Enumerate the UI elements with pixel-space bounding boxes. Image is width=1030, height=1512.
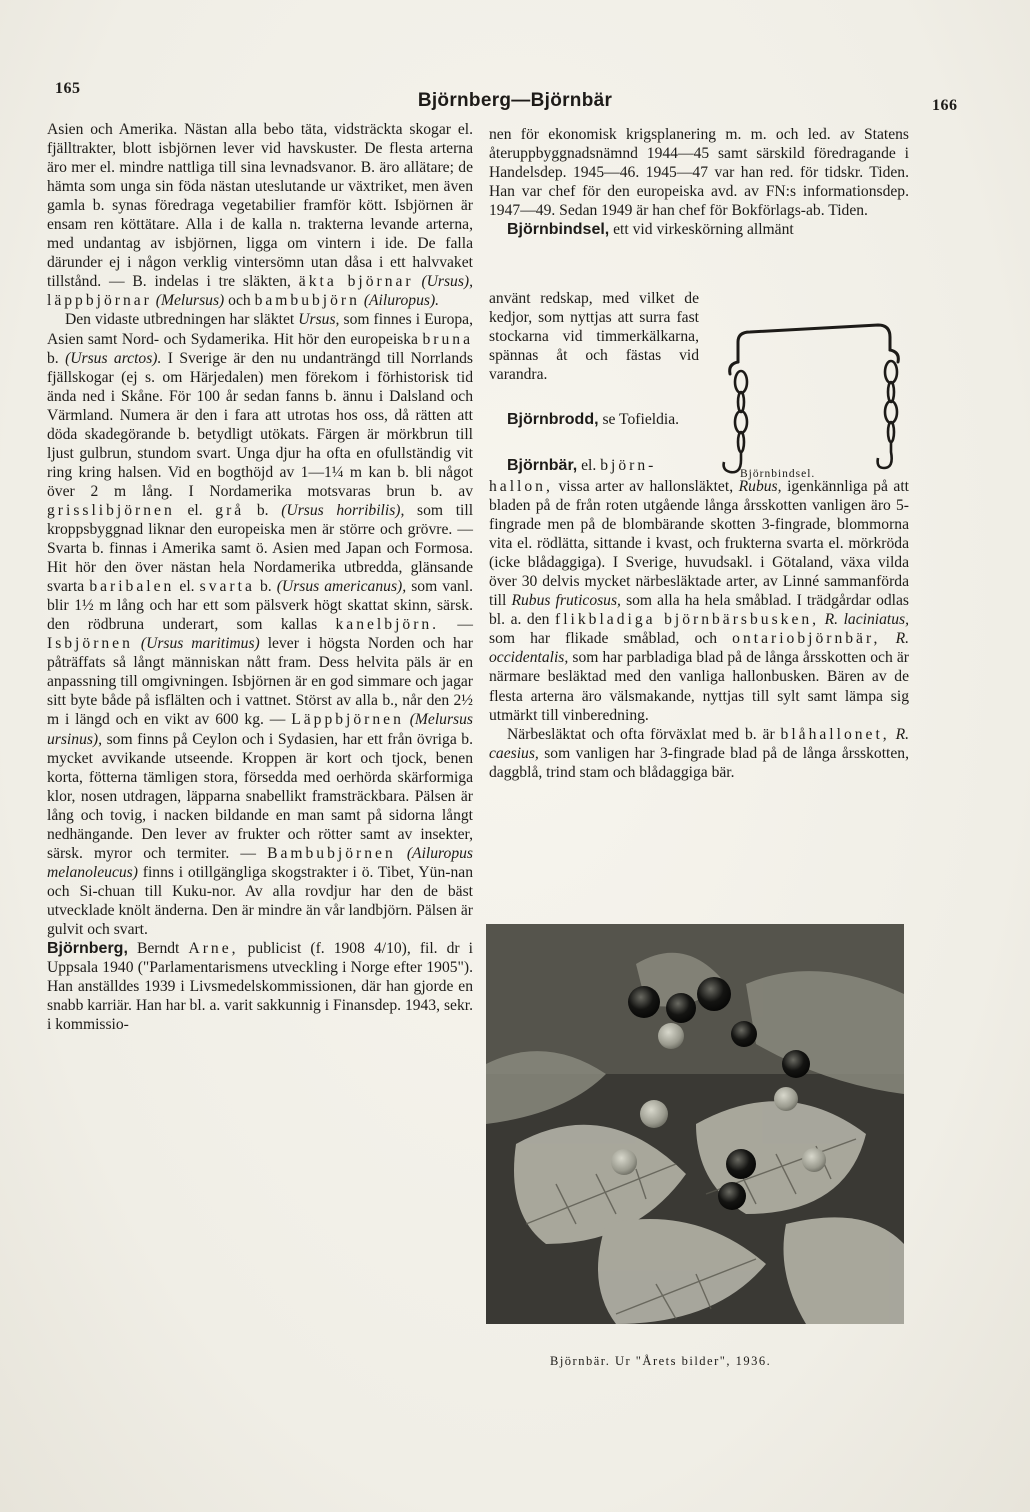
bjornberg-continuation: nen för ekonomisk krigsplanering m. m. och led. av Statens återuppbyggnadsnämnd 1944—45 samt särskild föredragande i Handelsdep. 1945—46. 1945—47 var han red. för tidskr. Tiden. Han var chef för den europeiska avd. av FN:s informationsdep. 1947—49. Sedan 1949 är han chef för Bokförlags-ab. Tiden.	[489, 126, 909, 220]
entry-bjornberg: Björnberg, Berndt Arne, publicist (f. 1908 4/10), fil. dr i Uppsala 1940 ("Parlamentarismens utveckling i Norge efter 1905"). Han anställdes 1939 i Livsmedelskommissionen, där han gjorde en snabb karriär. Han har bl. a. varit sakkunnig i Finansdep. 1943, sekr. i kommissio-	[47, 940, 474, 1034]
blackberry-photograph	[486, 924, 904, 1324]
entry-bjornbrodd: Björnbrodd, se Tofieldia.	[507, 411, 680, 428]
bear-genera-paragraph: Asien och Amerika. Nästan alla bebo täta, vidsträckta skogar el. fjälltrakter, blott isbjörnen lever vid havskuster. De flesta arterna äro mer el. mindre nattliga till sina levnadsvanor. B. äro allätare; de hämta som unga sin föda nästan uteslutande ur växtriket, men även gamla b. synas föredraga vegetabilier framför kött. Isbjörnen är ensam ren köttätare. Alla i de kalla n. trakterna levande arterna, med undantag av isbjörnen, ligga om vintern i ide. De falla därunder ej i någon verklig vintersömn utan dåsa i ett halvvaket tillstånd. — B. indelas i tre släkten, äkta björnar (Ursus), läppbjörnar (Melursus) och bambubjörn (Ailuropus).	[47, 121, 474, 310]
photograph-caption: Björnbär. Ur "Årets bilder", 1936.	[550, 1354, 772, 1368]
entry-bjornbindsel-body: använt redskap, med vilket de kedjor, som nyttjas att surra fast stockarna vid timmerkälkarna, spännas åt och fästas vid varandra.	[489, 290, 699, 384]
illustration-caption: Björnbindsel.	[740, 468, 816, 480]
entry-bjornbar-body: hallon, vissa arter av hallonsläktet, Rubus, igenkännliga på att bladen på de från roten utgående långa årsskotten vanligen äro 5-fingrade men på de blombärande skotten 3-fingrade, blommorna vita el. rödlätta, sittande i kvast, och frukterna svarta el. mörkröda (icke blådaggiga). I Sverige, huvudsakl. i Götaland, växa vilda över 30 delvis mycket närbesläktade arter, av Linné sammanförda till Rubus fruticosus, som alla ha hela småblad. I trädgårdar odlas bl. a. den flikbladiga björnbärsbusken, R. laciniatus, som har flikade småblad, och ontariobjörnbär, R. occidentalis, som har parbladiga blad på de långa årsskotten och är närmare besläktad med den vanliga hallonbusken. Bären av de flesta arterna äro välsmakande, nyttjas till sylt samt lämpa sig utmärkt till vinberedning.	[489, 478, 909, 724]
right-column-top	[489, 125, 909, 239]
running-head: Björnberg—Björnbär	[417, 90, 613, 111]
right-column-brodd	[489, 410, 694, 429]
page-number-right: 166	[932, 97, 958, 114]
right-column-wrapped	[489, 289, 699, 384]
entry-bjornbindsel-head: Björnbindsel, ett vid virkeskörning allmänt	[507, 221, 794, 239]
page-number-left: 165	[55, 80, 81, 97]
left-column	[47, 120, 473, 1034]
entry-blahallon: Närbesläktat och ofta förväxlat med b. är blåhallonet, R. caesius, som vanligen har 3-fingrade blad på de långa årsskotten, daggblå, trind stam och blådaggiga bär.	[489, 725, 909, 781]
bjornbindsel-illustration	[708, 292, 918, 482]
right-column-bottom	[489, 477, 909, 782]
right-column-bar-head	[489, 456, 715, 475]
entry-bjornbar-head: Björnbär, el. björn-	[507, 457, 657, 474]
bear-species-paragraph: Den vidaste utbredningen har släktet Ursus, som finnes i Europa, Asien samt Nord- och Sydamerika. Hit hör den europeiska bruna b. (Ursus arctos). I Sverige är den nu undanträngd till Norrlands fjällskogar (ej s. om Härjedalen) men förekom i förhistorisk tid ända ned i Skåne. För 100 år sedan fanns b. ännu i Dalsland och Värmland. Numera är den i fara att utrotas hos oss, då rätten att döda skadegörande b. betydligt utökats. Färgen är mörkbrun till ljust gulbrun, stundom svart. Unga djur ha ofta en ofullständig vit ring kring halsen. Vid en bogthöjd av 1—1¼ m kan b. bli något över 2 m lång. I Nordamerika motsvaras brun b. av grisslibjörnen el. grå b. (Ursus horribilis), som till kroppsbyggnad liknar den europeiska men är större och grövre. — Svarta b. finnas i Amerika samt ö. Asien med Japan och Formosa. Hit hör den över nästan hela Nordamerika utbredda, glänsande svarta baribalen el. svarta b. (Ursus americanus), som vanl. blir 1½ m lång och har ett som pälsverk högt skattat skinn, särsk. den rödbruna underart, som kallas kanelbjörn. — Isbjörnen (Ursus maritimus) lever i högsta Norden och har påträffats så långt människan nått fram. Dess helvita päls är en anpassning till omgivningen. Isbjörnen är en god simmare och jagar sitt byte både på isflälten och i vattnet. Störst av alla b., når den 2½ m i längd och en vikt av 600 kg. — Läppbjörnen (Melursus ursinus), som finns på Ceylon och i Sydasien, har ett från övriga b. mycket avvikande utseende. Kroppen är kort och tjock, benen korta, fötterna tämligen stora, försedda med oerhörda skärformiga klor, nosen utdragen, läpparna snabellikt framsträckbara. Pälsen är lång och tovig, i nacken bildande en man samt på sidorna långt nedhängande. Den lever av frukter och rötter samt av insekter, särsk. myror och termiter. — Bambubjörnen (Ailuropus melanoleucus) finns i otillgängliga skogstrakter i ö. Tibet, Yün-nan och Si-chuan till Kuku-nor. Av alla rovdjur har den de bäst utvecklade knölt änderna. Den är mindre än vår landbjörn. Pälsen är gulvit och svart.	[47, 311, 474, 938]
